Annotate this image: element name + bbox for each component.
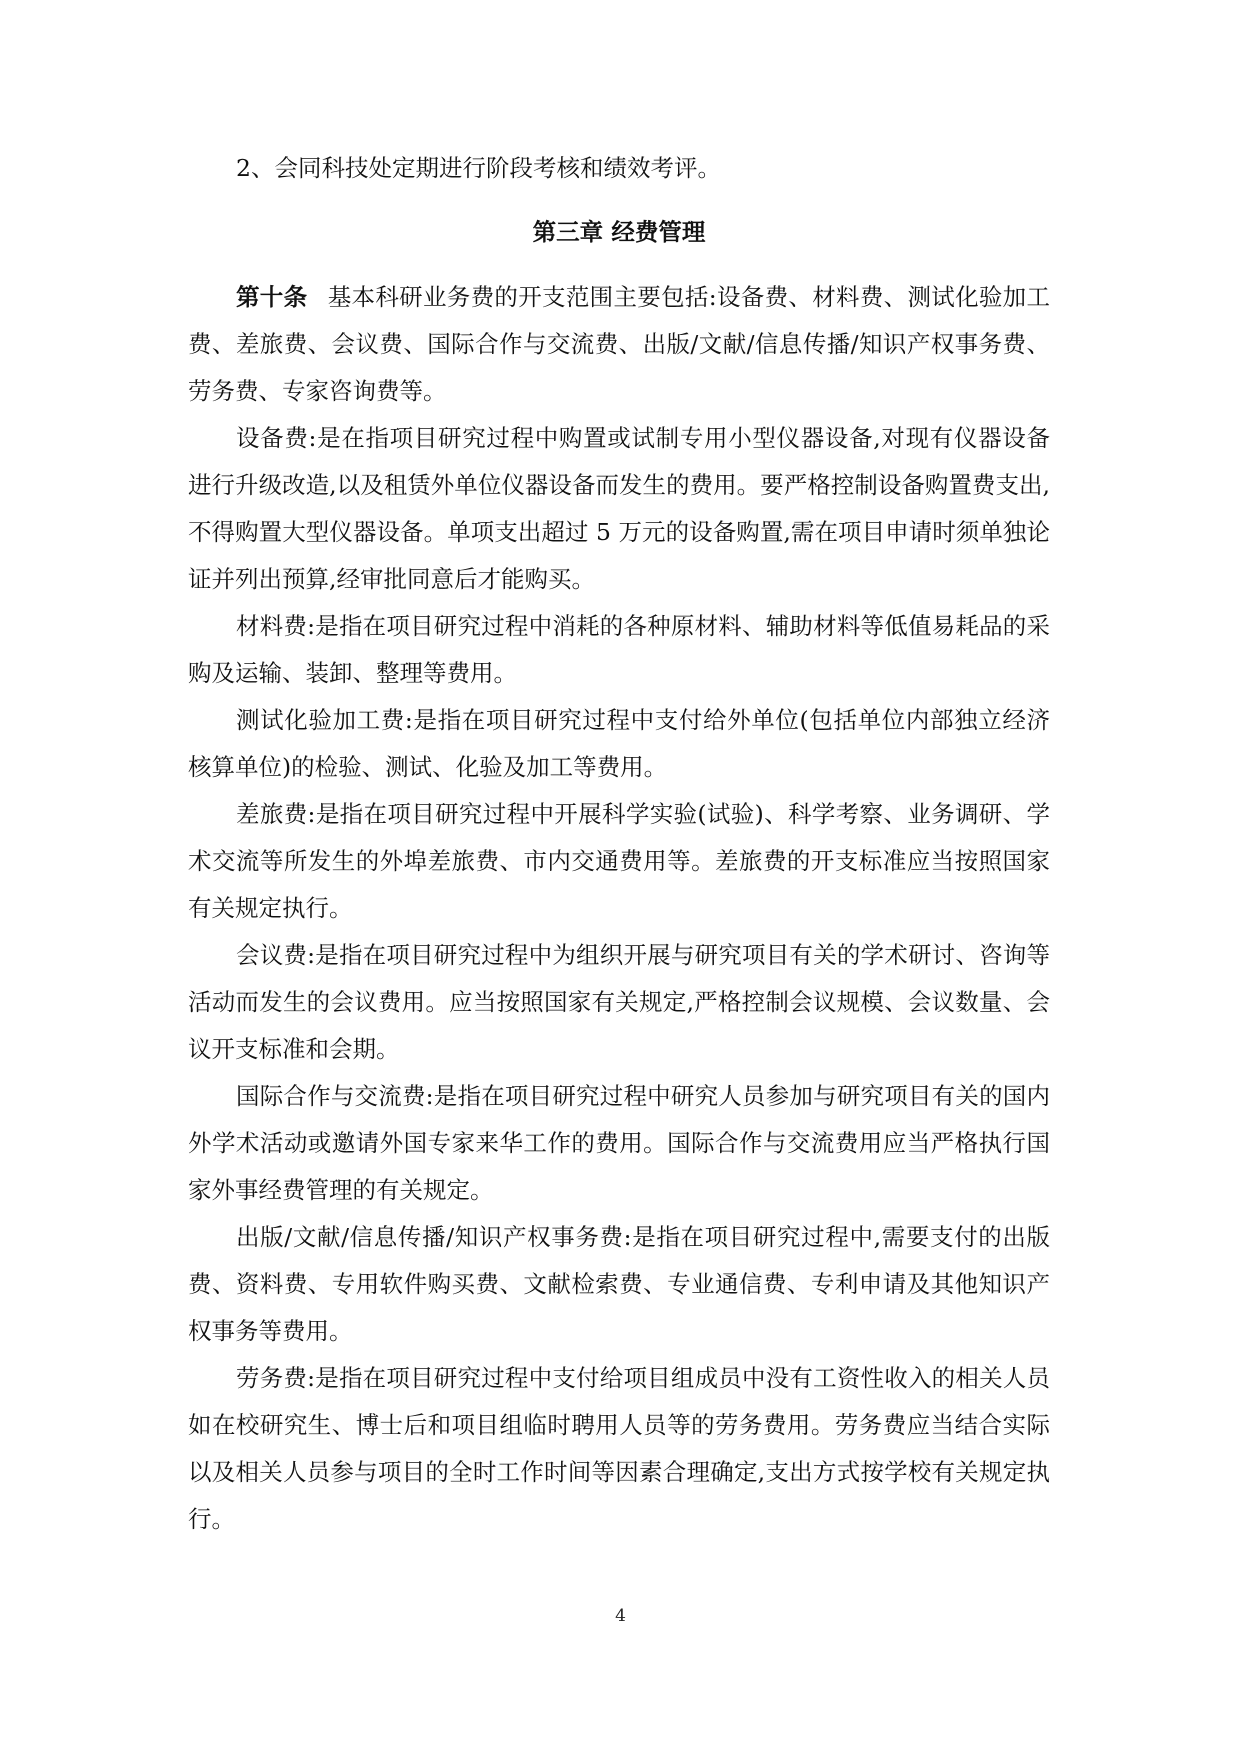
article-10-paragraph — [188, 274, 1050, 415]
paragraph-international-fee: 国际合作与交流费:是指在项目研究过程中研究人员参加与研究项目有关的国内外学术活动或邀请外国专家来华工作的费用。国际合作与交流费用应当严格执行国家外事经费管理的有关规定。 — [188, 1082, 1050, 1204]
paragraph-publication-fee: 出版/文献/信息传播/知识产权事务费:是指在项目研究过程中,需要支付的出版费、资料费、专用软件购买费、文献检索费、专业通信费、专利申请及其他知识产权事务等费用。 — [188, 1223, 1050, 1345]
paragraph-labor-fee: 劳务费:是指在项目研究过程中支付给项目组成员中没有工资性收入的相关人员如在校研究生、博士后和项目组临时聘用人员等的劳务费用。劳务费应当结合实际以及相关人员参与项目的全时工作时间等因素合理确定,支出方式按学校有关规定执行。 — [188, 1364, 1050, 1533]
paragraph-meeting-fee: 会议费:是指在项目研究过程中为组织开展与研究项目有关的学术研讨、咨询等活动而发生的会议费用。应当按照国家有关规定,严格控制会议规模、会议数量、会议开支标准和会期。 — [188, 941, 1050, 1063]
chapter-heading: 第三章 经费管理 — [532, 218, 706, 246]
document-body — [188, 145, 1050, 1543]
item-2-paragraph: 2、会同科技处定期进行阶段考核和绩效考评。 — [236, 154, 721, 182]
paragraph-equipment-fee: 设备费:是在指项目研究过程中购置或试制专用小型仪器设备,对现有仪器设备进行升级改造,以及租赁外单位仪器设备而发生的费用。要严格控制设备购置费支出,不得购置大型仪器设备。单项支出超过 5 万元的设备购置,需在项目申请时须单独论证并列出预算,经审批同意后才能购买。 — [188, 424, 1050, 593]
paragraph-material-fee: 材料费:是指在项目研究过程中消耗的各种原材料、辅助材料等低值易耗品的采购及运输、装卸、整理等费用。 — [188, 612, 1050, 687]
paragraph-travel-fee: 差旅费:是指在项目研究过程中开展科学实验(试验)、科学考察、业务调研、学术交流等所发生的外埠差旅费、市内交通费用等。差旅费的开支标准应当按照国家有关规定执行。 — [188, 800, 1050, 922]
page-number: 4 — [615, 1606, 626, 1626]
article-10-text: 基本科研业务费的开支范围主要包括:设备费、材料费、测试化验加工费、差旅费、会议费、国际合作与交流费、出版/文献/信息传播/知识产权事务费、劳务费、专家咨询费等。 — [188, 283, 1050, 405]
article-10-lead: 第十条 — [236, 283, 308, 311]
paragraph-testing-fee: 测试化验加工费:是指在项目研究过程中支付给外单位(包括单位内部独立经济核算单位)的检验、测试、化验及加工等费用。 — [188, 706, 1050, 781]
